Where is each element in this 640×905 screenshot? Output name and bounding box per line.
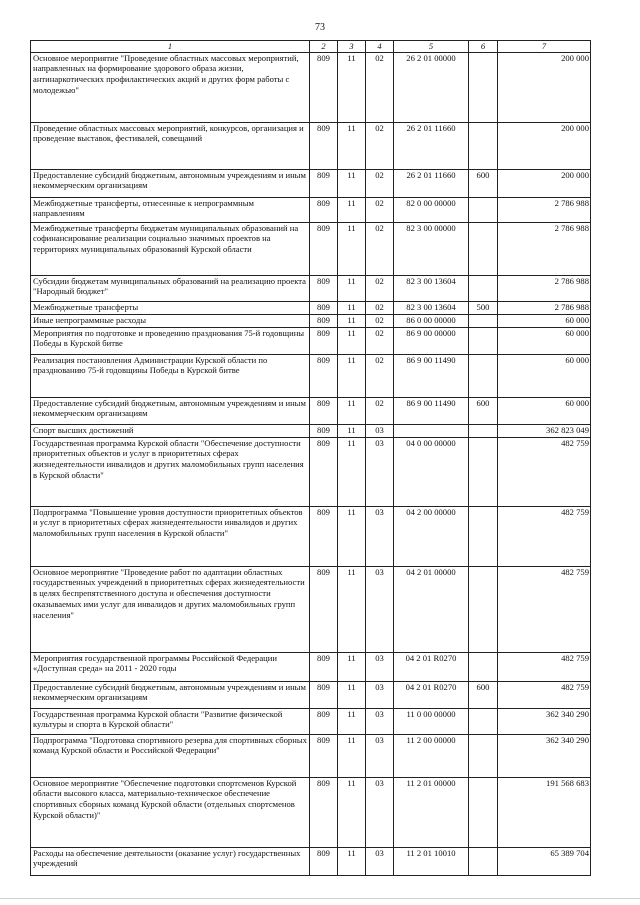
row-col-2: 809 xyxy=(310,847,338,875)
row-col-5: 26 2 01 11660 xyxy=(394,122,469,169)
row-col-4: 02 xyxy=(366,222,394,275)
row-col-6 xyxy=(469,734,498,777)
row-col-5: 04 0 00 00000 xyxy=(394,437,469,506)
row-col-2: 809 xyxy=(310,275,338,301)
row-col-3: 11 xyxy=(338,169,366,197)
header-col-2: 2 xyxy=(310,41,338,53)
table-row xyxy=(31,275,591,301)
row-amount: 482 759 xyxy=(498,437,591,506)
page-bottom-edge xyxy=(0,898,640,899)
table-row xyxy=(31,566,591,652)
row-name: Государственная программа Курской области "Обеспечение доступности приоритетных объектов и услуг в приоритетных сферах жизнедеятельности инвалидов и других маломобильных групп населения в Курской области" xyxy=(31,437,310,506)
row-amount: 362 823 049 xyxy=(498,424,591,437)
table-row xyxy=(31,777,591,847)
row-col-5: 11 2 01 10010 xyxy=(394,847,469,875)
row-amount: 362 340 290 xyxy=(498,708,591,734)
row-col-3: 11 xyxy=(338,301,366,314)
row-col-2: 809 xyxy=(310,197,338,222)
row-col-4: 02 xyxy=(366,301,394,314)
row-col-3: 11 xyxy=(338,222,366,275)
row-col-2: 809 xyxy=(310,566,338,652)
row-col-4: 03 xyxy=(366,652,394,681)
row-col-5: 04 2 01 00000 xyxy=(394,566,469,652)
row-col-3: 11 xyxy=(338,708,366,734)
table-row xyxy=(31,437,591,506)
row-col-2: 809 xyxy=(310,734,338,777)
row-col-5 xyxy=(394,424,469,437)
row-col-6 xyxy=(469,122,498,169)
row-col-5: 86 9 00 00000 xyxy=(394,327,469,354)
row-name: Иные непрограммные расходы xyxy=(31,314,310,327)
row-col-5: 04 2 00 00000 xyxy=(394,506,469,566)
row-amount: 60 000 xyxy=(498,327,591,354)
row-col-5: 82 3 00 13604 xyxy=(394,275,469,301)
row-col-3: 11 xyxy=(338,122,366,169)
row-col-5: 04 2 01 R0270 xyxy=(394,681,469,708)
row-col-3: 11 xyxy=(338,197,366,222)
row-col-4: 03 xyxy=(366,777,394,847)
row-col-6: 500 xyxy=(469,301,498,314)
row-amount: 2 786 988 xyxy=(498,222,591,275)
row-col-4: 02 xyxy=(366,122,394,169)
row-col-4: 03 xyxy=(366,847,394,875)
row-col-4: 03 xyxy=(366,681,394,708)
row-name: Предоставление субсидий бюджетным, автономным учреждениям и иным некоммерческим организациям xyxy=(31,681,310,708)
row-name: Спорт высших достижений xyxy=(31,424,310,437)
row-col-5: 11 0 00 00000 xyxy=(394,708,469,734)
row-col-2: 809 xyxy=(310,301,338,314)
row-col-6 xyxy=(469,506,498,566)
table-row xyxy=(31,301,591,314)
row-amount: 60 000 xyxy=(498,314,591,327)
row-col-4: 03 xyxy=(366,437,394,506)
row-col-6 xyxy=(469,222,498,275)
header-col-6: 6 xyxy=(469,41,498,53)
row-col-6 xyxy=(469,52,498,122)
row-col-4: 02 xyxy=(366,397,394,424)
row-col-6 xyxy=(469,847,498,875)
row-col-4: 03 xyxy=(366,708,394,734)
row-amount: 65 389 704 xyxy=(498,847,591,875)
row-col-5: 11 2 00 00000 xyxy=(394,734,469,777)
table-row xyxy=(31,681,591,708)
row-col-5: 82 3 00 13604 xyxy=(394,301,469,314)
row-col-2: 809 xyxy=(310,222,338,275)
row-col-6 xyxy=(469,566,498,652)
row-col-4: 02 xyxy=(366,197,394,222)
row-col-3: 11 xyxy=(338,652,366,681)
row-name: Расходы на обеспечение деятельности (оказание услуг) государственных учреждений xyxy=(31,847,310,875)
table-row xyxy=(31,397,591,424)
row-amount: 482 759 xyxy=(498,566,591,652)
row-col-4: 02 xyxy=(366,327,394,354)
table-row xyxy=(31,424,591,437)
row-col-2: 809 xyxy=(310,681,338,708)
row-name: Основное мероприятие "Обеспечение подготовки спортсменов Курской области высокого класса, материально-техническое обеспечение спортивных сборных команд Курской области (отдельных спортсменов Курской области)" xyxy=(31,777,310,847)
row-amount: 200 000 xyxy=(498,52,591,122)
table-row xyxy=(31,314,591,327)
row-col-6 xyxy=(469,354,498,397)
row-amount: 200 000 xyxy=(498,122,591,169)
row-col-2: 809 xyxy=(310,506,338,566)
row-col-4: 03 xyxy=(366,566,394,652)
row-col-3: 11 xyxy=(338,314,366,327)
row-amount: 60 000 xyxy=(498,397,591,424)
row-col-6: 600 xyxy=(469,681,498,708)
row-col-3: 11 xyxy=(338,52,366,122)
row-col-4: 03 xyxy=(366,506,394,566)
row-col-2: 809 xyxy=(310,437,338,506)
row-col-6 xyxy=(469,777,498,847)
header-col-5: 5 xyxy=(394,41,469,53)
row-col-6 xyxy=(469,437,498,506)
row-name: Мероприятия государственной программы Российской Федерации «Доступная среда» на 2011 - 2020 годы xyxy=(31,652,310,681)
row-col-6: 600 xyxy=(469,397,498,424)
row-col-2: 809 xyxy=(310,314,338,327)
row-col-2: 809 xyxy=(310,354,338,397)
row-name: Мероприятия по подготовке и проведению празднования 75-й годовщины Победы в Курской битве xyxy=(31,327,310,354)
row-name: Субсидии бюджетам муниципальных образований на реализацию проекта "Народный бюджет" xyxy=(31,275,310,301)
header-col-3: 3 xyxy=(338,41,366,53)
row-col-5: 26 2 01 00000 xyxy=(394,52,469,122)
row-col-3: 11 xyxy=(338,847,366,875)
row-col-6 xyxy=(469,708,498,734)
row-amount: 482 759 xyxy=(498,506,591,566)
row-col-3: 11 xyxy=(338,777,366,847)
row-name: Проведение областных массовых мероприятий, конкурсов, организация и проведение выставок, фестивалей, совещаний xyxy=(31,122,310,169)
row-col-6: 600 xyxy=(469,169,498,197)
row-name: Межбюджетные трансферты, отнесенные к непрограммным направлениям xyxy=(31,197,310,222)
row-amount: 60 000 xyxy=(498,354,591,397)
row-col-3: 11 xyxy=(338,437,366,506)
page-number: 73 xyxy=(315,22,325,33)
row-amount: 191 568 683 xyxy=(498,777,591,847)
row-col-4: 02 xyxy=(366,169,394,197)
header-col-1: 1 xyxy=(31,41,310,53)
row-col-3: 11 xyxy=(338,354,366,397)
row-name: Межбюджетные трансферты бюджетам муниципальных образований на софинансирование реализации социально значимых проектов на территориях муниципальных образований Курской области xyxy=(31,222,310,275)
row-name: Основное мероприятие "Проведение областных массовых мероприятий, направленных на формирование здорового образа жизни, антинаркотических профилактических акций и других форм работы с молодежью" xyxy=(31,52,310,122)
header-col-4: 4 xyxy=(366,41,394,53)
row-col-2: 809 xyxy=(310,708,338,734)
row-col-2: 809 xyxy=(310,52,338,122)
table-row xyxy=(31,52,591,122)
row-amount: 200 000 xyxy=(498,169,591,197)
row-col-6 xyxy=(469,424,498,437)
row-col-5: 04 2 01 R0270 xyxy=(394,652,469,681)
row-name: Подпрограмма "Подготовка спортивного резерва для спортивных сборных команд Курской области и Российской Федерации" xyxy=(31,734,310,777)
row-col-3: 11 xyxy=(338,681,366,708)
budget-table xyxy=(30,40,591,876)
row-name: Основное мероприятие "Проведение работ по адаптации областных государственных учреждений в приоритетных сферах жизнедеятельности в целях беспрепятственного доступа и обеспечения доступности оказываемых ими услуг для инвалидов и других маломобильных групп населения" xyxy=(31,566,310,652)
table-row xyxy=(31,708,591,734)
row-col-2: 809 xyxy=(310,327,338,354)
row-name: Реализация постановления Администрации Курской области по празднованию 75-й годовщины Победы в Курской битве xyxy=(31,354,310,397)
row-col-4: 02 xyxy=(366,52,394,122)
row-col-3: 11 xyxy=(338,734,366,777)
table-row xyxy=(31,734,591,777)
header-col-7: 7 xyxy=(498,41,591,53)
row-col-4: 02 xyxy=(366,275,394,301)
row-col-6 xyxy=(469,275,498,301)
row-name: Предоставление субсидий бюджетным, автономным учреждениям и иным некоммерческим организациям xyxy=(31,397,310,424)
row-col-4: 02 xyxy=(366,314,394,327)
row-col-5: 82 3 00 00000 xyxy=(394,222,469,275)
row-col-2: 809 xyxy=(310,397,338,424)
row-amount: 2 786 988 xyxy=(498,275,591,301)
row-amount: 2 786 988 xyxy=(498,301,591,314)
row-col-5: 82 0 00 00000 xyxy=(394,197,469,222)
table-row xyxy=(31,197,591,222)
row-col-6 xyxy=(469,327,498,354)
row-amount: 482 759 xyxy=(498,681,591,708)
row-amount: 362 340 290 xyxy=(498,734,591,777)
row-name: Подпрограмма "Повышение уровня доступности приоритетных объектов и услуг в приоритетных сферах жизнедеятельности инвалидов и других маломобильных групп населения в Курской области" xyxy=(31,506,310,566)
row-col-3: 11 xyxy=(338,506,366,566)
row-col-5: 26 2 01 11660 xyxy=(394,169,469,197)
row-col-2: 809 xyxy=(310,652,338,681)
row-col-5: 11 2 01 00000 xyxy=(394,777,469,847)
table-row xyxy=(31,354,591,397)
row-col-2: 809 xyxy=(310,424,338,437)
row-col-4: 03 xyxy=(366,734,394,777)
row-col-6 xyxy=(469,652,498,681)
row-col-5: 86 0 00 00000 xyxy=(394,314,469,327)
row-col-4: 02 xyxy=(366,354,394,397)
row-col-3: 11 xyxy=(338,397,366,424)
table-header-row xyxy=(31,41,591,53)
row-name: Предоставление субсидий бюджетным, автономным учреждениям и иным некоммерческим организациям xyxy=(31,169,310,197)
table-row xyxy=(31,222,591,275)
row-col-3: 11 xyxy=(338,275,366,301)
table-row xyxy=(31,847,591,875)
row-col-2: 809 xyxy=(310,777,338,847)
row-col-3: 11 xyxy=(338,424,366,437)
row-col-2: 809 xyxy=(310,169,338,197)
row-col-4: 03 xyxy=(366,424,394,437)
row-col-6 xyxy=(469,197,498,222)
row-amount: 482 759 xyxy=(498,652,591,681)
table-row xyxy=(31,327,591,354)
table-row xyxy=(31,169,591,197)
row-col-6 xyxy=(469,314,498,327)
table-row xyxy=(31,122,591,169)
table-row xyxy=(31,506,591,566)
row-col-2: 809 xyxy=(310,122,338,169)
row-col-5: 86 9 00 11490 xyxy=(394,397,469,424)
row-col-3: 11 xyxy=(338,566,366,652)
row-name: Государственная программа Курской области "Развитие физической культуры и спорта в Курской области" xyxy=(31,708,310,734)
row-amount: 2 786 988 xyxy=(498,197,591,222)
table-row xyxy=(31,652,591,681)
row-name: Межбюджетные трансферты xyxy=(31,301,310,314)
row-col-5: 86 9 00 11490 xyxy=(394,354,469,397)
row-col-3: 11 xyxy=(338,327,366,354)
